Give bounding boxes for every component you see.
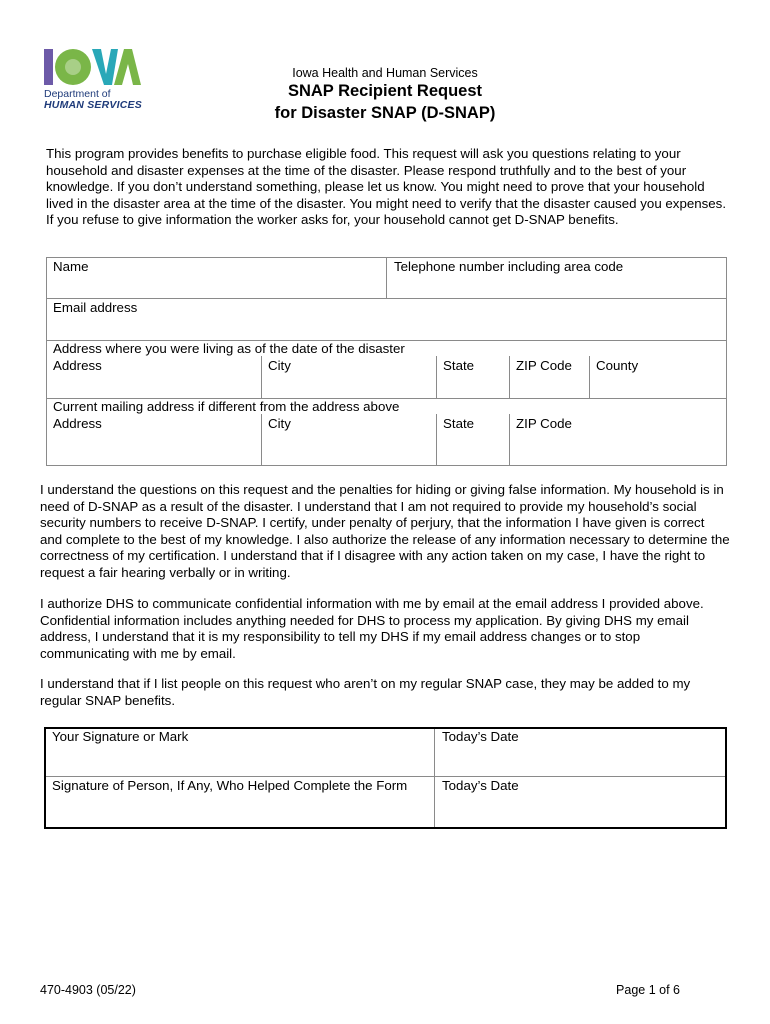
helper-signature-label: Signature of Person, If Any, Who Helped Complete the Form	[52, 778, 408, 793]
state-label: State	[443, 416, 475, 431]
disaster-city-field[interactable]	[268, 358, 432, 398]
address-label: Address	[53, 416, 102, 431]
disaster-address-field[interactable]	[53, 358, 257, 398]
regular-snap-paragraph: I understand that if I list people on this request who aren’t on my regular SNAP case, they may be added to my regular SNAP benefits.	[40, 676, 691, 708]
telephone-field[interactable]	[394, 259, 722, 297]
signature-date-field[interactable]	[442, 729, 722, 774]
city-label: City	[268, 416, 291, 431]
title-line-2: for Disaster SNAP (D-SNAP)	[274, 104, 496, 122]
agency-name: Iowa Health and Human Services	[292, 66, 478, 80]
city-label: City	[268, 358, 291, 373]
divider	[386, 257, 387, 299]
logo-dept-line1: Department of	[44, 88, 111, 100]
divider	[509, 356, 510, 399]
page-title	[0, 80, 770, 124]
mailing-zip-field[interactable]	[516, 416, 722, 464]
email-label: Email address	[53, 300, 138, 315]
disaster-address-heading: Address where you were living as of the date of the disaster	[53, 341, 405, 356]
divider	[589, 356, 590, 399]
date-label: Today’s Date	[442, 778, 519, 793]
signature-field[interactable]	[52, 729, 430, 774]
divider	[436, 414, 437, 466]
mailing-state-field[interactable]	[443, 416, 505, 464]
name-label: Name	[53, 259, 89, 274]
disaster-county-field[interactable]	[596, 358, 724, 398]
divider	[46, 776, 725, 777]
divider	[436, 356, 437, 399]
name-field[interactable]	[53, 259, 378, 297]
zip-label: ZIP Code	[516, 416, 572, 431]
logo-dept-line2: HUMAN SERVICES	[44, 99, 142, 111]
divider	[261, 414, 262, 466]
certification-paragraph: I understand the questions on this request and the penalties for hiding or giving false information. My household is in need of D-SNAP as a result of the disaster. I understand that I am not required to provide my household’s social security numbers to receive D-SNAP. I certify, under penalty of perjury, that the information I have given is correct and complete to the best of my knowledge. I also authorize the release of any information necessary to determine the correctness of my certification. I understand that if I disagree with any action taken on my case, I have the right to request a fair hearing verbally or in writing.	[40, 482, 730, 580]
telephone-label: Telephone number including area code	[394, 259, 624, 274]
county-label: County	[596, 358, 639, 373]
helper-signature-field[interactable]	[52, 778, 430, 825]
email-field[interactable]	[53, 300, 721, 338]
date-label: Today’s Date	[442, 729, 519, 744]
page-number: Page 1 of 6	[616, 983, 680, 997]
zip-label: ZIP Code	[516, 358, 572, 373]
disaster-state-field[interactable]	[443, 358, 505, 398]
state-label: State	[443, 358, 475, 373]
form-number: 470-4903 (05/22)	[40, 983, 136, 997]
mailing-city-field[interactable]	[268, 416, 432, 464]
email-authorization-paragraph: I authorize DHS to communicate confidential information with me by email at the email address I provided above. Confidential information includes anything needed for DHS to process my application. By giving DHS my email address, I understand that it is my responsibility to tell my DHS if my email address changes or to stop communicating with me by email.	[40, 596, 704, 661]
signature-label: Your Signature or Mark	[52, 729, 189, 744]
intro-paragraph: This program provides benefits to purchase eligible food. This request will ask you questions relating to your household and disaster expenses at the time of the disaster. Please respond truthfully and to the best of your knowledge. If you don’t understand something, please let us know. You might need to prove that your household lived in the disaster area at the time of the disaster. You might need to verify that the disaster caused you expenses. If you refuse to give information the worker asks for, your household cannot get D-SNAP benefits.	[46, 146, 727, 227]
divider	[261, 356, 262, 399]
helper-date-field[interactable]	[442, 778, 722, 825]
divider	[509, 414, 510, 466]
disaster-zip-field[interactable]	[516, 358, 586, 398]
divider	[434, 729, 435, 827]
mailing-address-field[interactable]	[53, 416, 257, 464]
address-label: Address	[53, 358, 102, 373]
mailing-address-heading: Current mailing address if different from the address above	[53, 399, 400, 414]
title-line-1: SNAP Recipient Request	[287, 82, 483, 100]
